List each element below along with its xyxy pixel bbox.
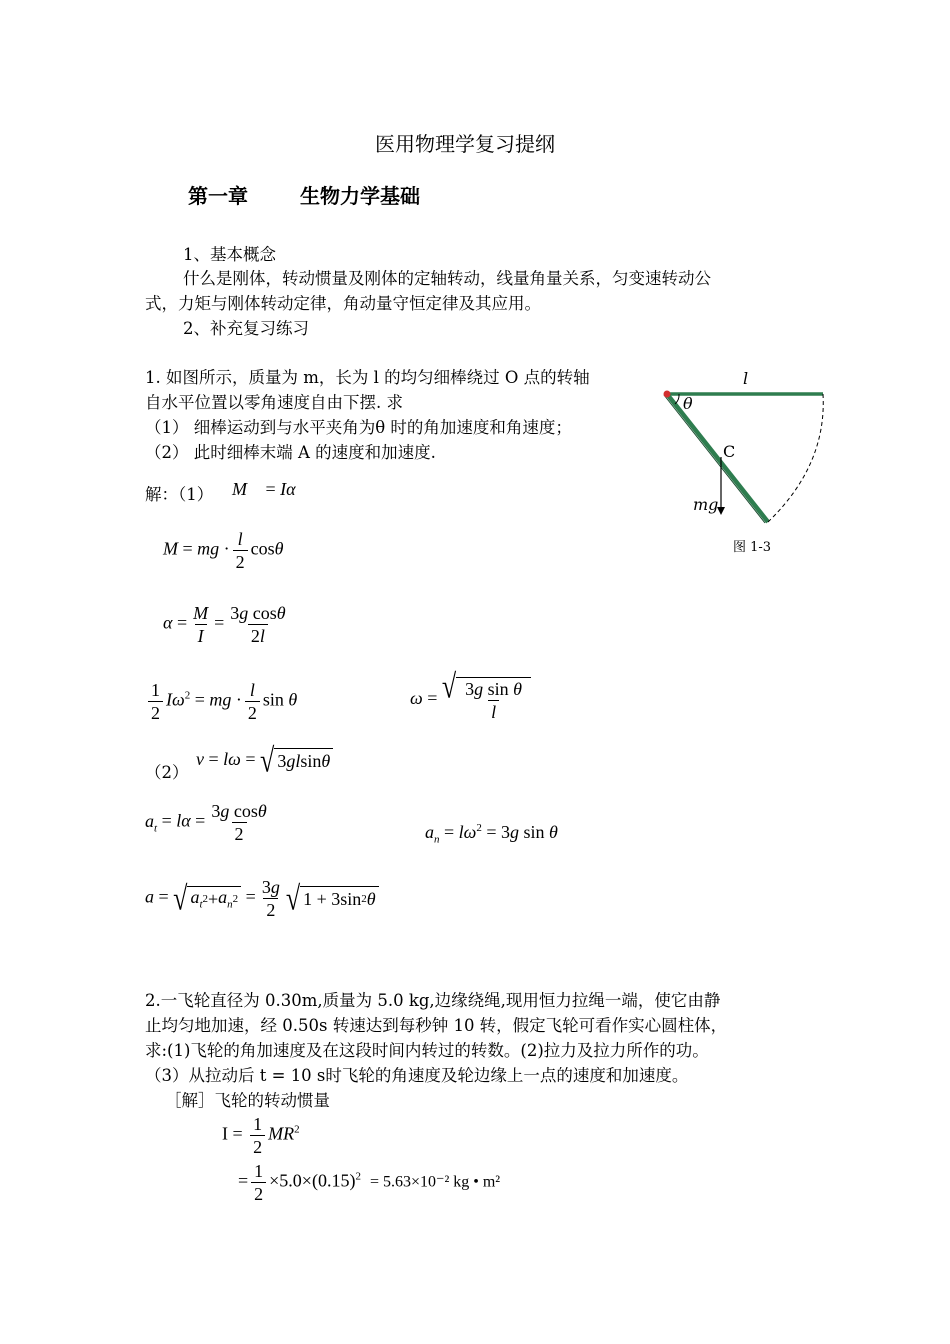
page-title: 医用物理学复习提纲 (375, 132, 555, 156)
problem1-line4: （2） 此时细棒末端 A 的速度和加速度. (145, 443, 436, 462)
problem2-line4: （3）从拉动后 t = 10 s时飞轮的角速度及轮边缘上一点的速度和加速度。 (145, 1066, 689, 1085)
equation-moment-of-inertia: I = $\frac{1}{2}$ $MR^2$ (222, 1114, 300, 1157)
pivot-point (664, 391, 671, 398)
inertia-result: = 5.63×10⁻² kg • m² (369, 1173, 501, 1191)
equation-inertia-value: = $\frac{1}{2}$ $\times 5.0\times(0.15)^2 = 5.63\times 10^{-2}$ kg • m² (238, 1161, 501, 1204)
section1-line1: 什么是刚体，转动惯量及刚体的定轴转动，线量角量关系，匀变速转动公 (183, 269, 711, 288)
chapter-name: 生物力学基础 (300, 184, 420, 208)
part2-label: （2） (145, 763, 189, 782)
label-theta: θ (683, 394, 693, 413)
swing-arc (768, 394, 823, 522)
equation-total-acceleration: a = √ $a_t$ 2 + $a_n$ 2 = $\frac{3g}{2}$ √ 1 + 3sin 2 θ (145, 876, 379, 921)
section1-line2: 式，力矩与刚体转动定律，角动量守恒定律及其应用。 (145, 294, 541, 313)
solution2-label: ［解］飞轮的转动惯量 (165, 1091, 330, 1110)
label-l: l (743, 369, 749, 388)
equation-normal-acceleration: $a_n = l\omega^2 = 3g$ sin θ (425, 822, 558, 846)
equation-angular-velocity: ω = √ $\frac{\text{3g sin θ}}{l}$ (410, 677, 531, 723)
section1-heading: 1、基本概念 (183, 245, 276, 264)
pendulum-rod-figure (655, 365, 845, 555)
problem1-line2: 自水平位置以零角速度自由下摆. 求 (145, 393, 403, 412)
solution1-label: 解：（1） (145, 485, 214, 504)
problem2-line3: 求:(1)飞轮的角加速度及在这段时间内转过的转数。(2)拉力及拉力所作的功。 (145, 1041, 709, 1060)
figure-caption: 图 1-3 (733, 540, 772, 555)
equation-angular-acceleration: α = $\frac{M}{I}$ = $\frac{\text{3g cosθ}}{2l}$ (163, 603, 286, 646)
label-c: C (723, 442, 736, 461)
section2-heading: 2、补充复习练习 (183, 319, 309, 338)
problem1-line3: （1） 细棒运动到与水平夹角为θ 时的角加速度和角速度； (145, 418, 572, 437)
equation-torque-law: M⃗ = Iα⃗ (232, 479, 310, 499)
chapter-number: 第一章 (188, 184, 248, 208)
problem2-line2: 止均匀地加速，经 0.50s 转速达到每秒钟 10 转，假定飞轮可看作实心圆柱体， (145, 1016, 728, 1035)
equation-velocity: v = lω = √ 3 gl sin θ (196, 748, 333, 774)
equation-energy: $\frac{1}{2}$ $I\omega^2$ = mg · $\frac{l}{2}$ sin θ (145, 679, 297, 724)
problem1-line1: 1. 如图所示，质量为 m，长为 l 的均匀细棒绕过 O 点的转轴 (145, 368, 590, 387)
problem2-line1: 2.一飞轮直径为 0.30m,质量为 5.0 kg,边缘绕绳,现用恒力拉绳一端，使它由静 (145, 991, 721, 1010)
equation-torque: M = mg · $\frac{l}{2}$ cosθ (163, 529, 284, 572)
equation-tangential-acceleration: $a_t = l\alpha$ = $\frac{\text{3g cosθ}}{2}$ (145, 801, 267, 844)
label-mg: mg (693, 495, 719, 514)
